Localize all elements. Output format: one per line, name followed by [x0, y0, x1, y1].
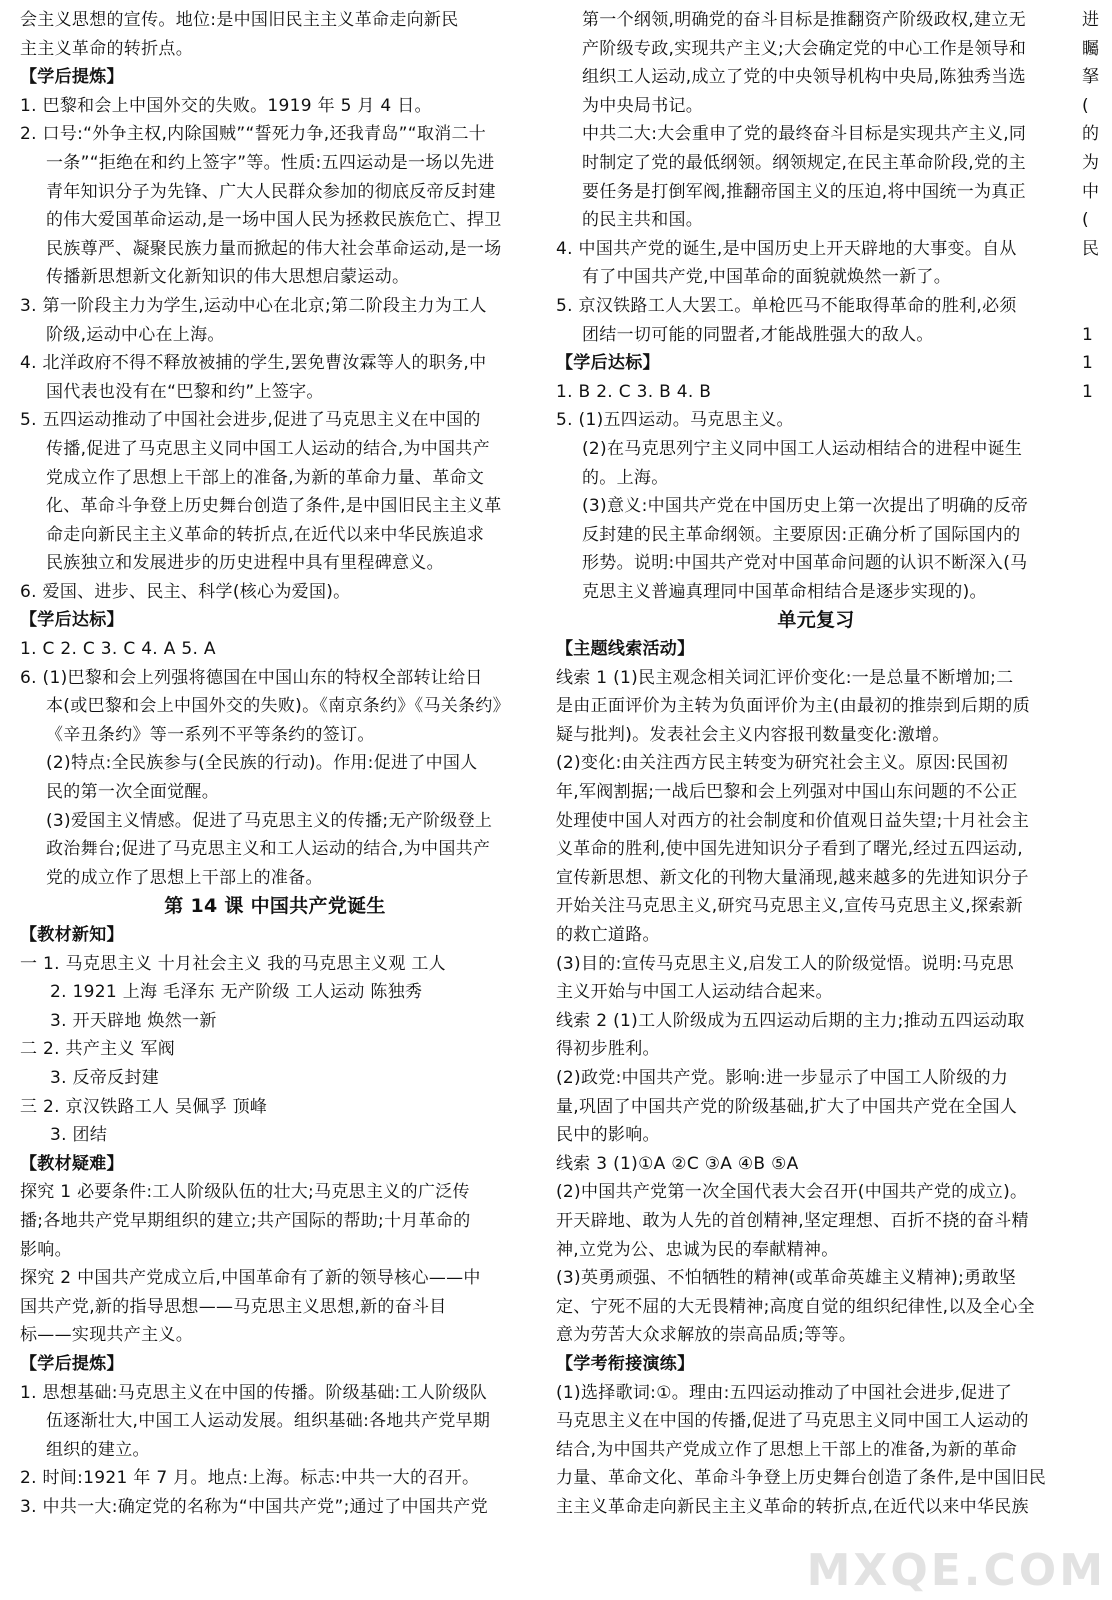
text-line: 产阶级专政,实现共产主义;大会确定党的中心工作是领导和 — [582, 38, 1027, 59]
text-line: 阶级,运动中心在上海。 — [46, 324, 225, 345]
text-line: 义革命的胜利,使中国先进知识分子看到了曙光,经过五四运动, — [556, 839, 1023, 860]
text-line: 2. 1921 上海 毛泽东 无产阶级 工人运动 陈独秀 — [50, 982, 423, 1003]
text-line: 形势。说明:中国共产党对中国革命问题的认识不断深入(马 — [582, 553, 1028, 574]
text-line: 马克思主义在中国的传播,促进了马克思主义同中国工人运动的 — [556, 1411, 1029, 1432]
text-line: 进 — [1082, 10, 1099, 30]
text-line: 量,巩固了中国共产党的阶级基础,扩大了中国共产党在全国人 — [556, 1096, 1018, 1117]
text-line: 命走向新民主主义革命的转折点,在近代以来中华民族追求 — [46, 524, 485, 545]
text-line: 民中的影响。 — [556, 1125, 660, 1146]
text-line: 传播新思想新文化新知识的伟大思想启蒙运动。 — [46, 267, 410, 288]
text-line: 4. 北洋政府不得不释放被捕的学生,罢免曹汝霖等人的职务,中 — [20, 353, 487, 374]
text-line: 4. 中国共产党的诞生,是中国历史上开天辟地的大事变。自从 — [556, 238, 1017, 259]
section-heading: 【学后提炼】 — [20, 1353, 124, 1374]
text-line: (2)特点:全民族参与(全民族的行动)。作用:促进了中国人 — [46, 753, 478, 774]
text-line: 主主义革命走向新民主主义革命的转折点,在近代以来中华民族 — [556, 1496, 1029, 1517]
text-line: (1)选择歌词:①。理由:五四运动推动了中国社会进步,促进了 — [556, 1382, 1013, 1403]
text-line: 播;各地共产党早期组织的建立;共产国际的帮助;十月革命的 — [20, 1210, 471, 1231]
text-line: 化、革命斗争登上历史舞台创造了条件,是中国旧民主主义革 — [46, 496, 502, 517]
text-line: 民族独立和发展进步的历史进程中具有里程碑意义。 — [46, 553, 444, 574]
text-line: (2)变化:由关注西方民主转变为研究社会主义。原因:民国初 — [556, 753, 1009, 774]
section-heading: 【学后提炼】 — [20, 67, 124, 88]
text-line: 民的第一次全面觉醒。 — [46, 782, 219, 803]
text-line: 5. 京汉铁路工人大罢工。单枪匹马不能取得革命的胜利,必须 — [556, 295, 1017, 316]
section-heading: 【学后达标】 — [556, 353, 660, 374]
text-line: 线索 1 (1)民主观念相关词汇评价变化:一是总量不断增加;二 — [556, 667, 1014, 688]
text-line — [1082, 263, 1112, 292]
text-line — [1082, 292, 1112, 321]
text-line: 国共产党,新的指导思想——马克思主义思想,新的奋斗目 — [20, 1296, 447, 1317]
text-line: 三 2. 京汉铁路工人 吴佩孚 顶峰 — [20, 1096, 268, 1117]
section-heading: 【学考衔接演练】 — [556, 1353, 695, 1374]
text-line: 组织工人运动,成立了党的中央领导机构中央局,陈独秀当选 — [582, 67, 1026, 88]
text-line: 主义开始与中国工人运动结合起来。 — [556, 982, 833, 1003]
text-line: 党的成立作了思想上干部上的准备。 — [46, 867, 323, 888]
section-heading: 【主题线索活动】 — [556, 639, 695, 660]
text-line: 处理使中国人对西方的社会制度和价值观日益失望;十月社会主 — [556, 810, 1030, 831]
text-line: 定、宁死不屈的大无畏精神;高度自觉的组织纪律性,以及全心全 — [556, 1296, 1035, 1317]
text-line: 1. C 2. C 3. C 4. A 5. A — [20, 639, 216, 660]
text-line: 3. 开天辟地 焕然一新 — [50, 1010, 217, 1031]
text-line: 二 2. 共产主义 军阀 — [20, 1039, 176, 1060]
text-line: (3)英勇顽强、不怕牺牲的精神(或革命英雄主义精神);勇敢坚 — [556, 1268, 1017, 1289]
text-line: 一 1. 马克思主义 十月社会主义 我的马克思主义观 工人 — [20, 953, 446, 974]
text-line: 伍逐渐壮大,中国工人运动发展。组织基础:各地共产党早期 — [46, 1411, 491, 1432]
section-heading: 【学后达标】 — [20, 610, 124, 631]
text-line: 要任务是打倒军阀,推翻帝国主义的压迫,将中国统一为真正 — [582, 181, 1026, 202]
text-line: 政治舞台;促进了马克思主义和工人运动的结合,为中国共产 — [46, 839, 491, 860]
text-line: 传播,促进了马克思主义同中国工人运动的结合,为中国共产 — [46, 438, 490, 459]
text-line: 组织的建立。 — [46, 1439, 150, 1460]
text-line: 团结一切可能的同盟者,才能战胜强大的敌人。 — [582, 324, 934, 345]
text-line: 探究 2 中国共产党成立后,中国革命有了新的领导核心——中 — [20, 1268, 481, 1289]
text-line: 2. 口号:“外争主权,内除国贼”“誓死力争,还我青岛”“取消二十 — [20, 124, 487, 145]
text-line: 1 — [1082, 353, 1093, 374]
text-line: 6. (1)巴黎和会上列强将德国在中国山东的特权全部转让给日 — [20, 667, 483, 688]
text-line: 中 — [1082, 181, 1099, 202]
text-line: (3)爱国主义情感。促进了马克思主义的传播;无产阶级登上 — [46, 810, 493, 831]
text-line: 1 — [1082, 381, 1093, 402]
text-line: 克思主义普遍真理同中国革命相结合是逐步实现的)。 — [582, 581, 987, 602]
text-line: 力量、革命文化、革命斗争登上历史舞台创造了条件,是中国旧民 — [556, 1468, 1047, 1489]
next-page-edge — [1082, 6, 1112, 406]
text-line: 3. 反帝反封建 — [50, 1067, 160, 1088]
text-line: 民族尊严、凝聚民族力量而掀起的伟大社会革命运动,是一场 — [46, 238, 502, 259]
lesson-title: 第 14 课 中国共产党诞生 — [164, 895, 386, 918]
text-line: 疑与批判)。发表社会主义内容报刊数量变化:激增。 — [556, 724, 950, 745]
text-line: 《辛丑条约》等一系列不平等条约的签订。 — [46, 724, 375, 745]
text-line: 为中央局书记。 — [582, 95, 704, 116]
text-line: 青年知识分子为先锋、广大人民群众参加的彻底反帝反封建 — [46, 181, 496, 202]
text-line: 国代表也没有在“巴黎和约”上签字。 — [46, 381, 324, 402]
text-line: (2)中国共产党第一次全国代表大会召开(中国共产党的成立)。 — [556, 1182, 1028, 1203]
section-heading: 【教材新知】 — [20, 925, 124, 945]
text-line: 的伟大爱国革命运动,是一场中国人民为拯救民族危亡、捍卫 — [46, 210, 502, 231]
text-line: 2. 时间:1921 年 7 月。地点:上海。标志:中共一大的召开。 — [20, 1468, 480, 1489]
text-line: 1. 思想基础:马克思主义在中国的传播。阶级基础:工人阶级队 — [20, 1382, 488, 1403]
text-line: 本(或巴黎和会上中国外交的失败)。《南京条约》《马关条约》 — [46, 696, 510, 717]
text-line: 中共二大:大会重申了党的最终奋斗目标是实现共产主义,同 — [582, 124, 1027, 145]
text-line: 时制定了党的最低纲领。纲领规定,在民主革命阶段,党的主 — [582, 152, 1026, 173]
right-column — [556, 6, 1076, 1521]
text-line: 的民主共和国。 — [582, 210, 704, 231]
text-line: 矚 — [1082, 38, 1099, 59]
text-line: 神,立党为公、忠诚为民的奉献精神。 — [556, 1239, 839, 1260]
text-line: 探究 1 必要条件:工人阶级队伍的壮大;马克思主义的广泛传 — [20, 1182, 470, 1203]
text-line: 得初步胜利。 — [556, 1039, 660, 1060]
text-line: 3. 团结 — [50, 1125, 108, 1146]
watermark: MXQE.COM — [806, 1545, 1106, 1596]
text-line: 开天辟地、敢为人先的首创精神,坚定理想、百折不挠的奋斗精 — [556, 1210, 1029, 1231]
text-line: ( — [1082, 95, 1089, 116]
left-column — [20, 6, 530, 1521]
text-line: 是由正面评价为主转为负面评价为主(由最初的推崇到后期的质 — [556, 696, 1031, 717]
text-line: 反封建的民主革命纲领。主要原因:正确分析了国际国内的 — [582, 524, 1021, 545]
text-line: 5. 五四运动推动了中国社会进步,促进了马克思主义在中国的 — [20, 410, 481, 431]
section-heading: 【教材疑难】 — [20, 1153, 124, 1174]
text-line: 3. 第一阶段主力为学生,运动中心在北京;第二阶段主力为工人 — [20, 295, 487, 316]
text-line: 第一个纲领,明确党的奋斗目标是推翻资产阶级政权,建立无 — [582, 10, 1026, 30]
text-line: 1. 巴黎和会上中国外交的失败。1919 年 5 月 4 日。 — [20, 95, 432, 116]
lesson-title: 单元复习 — [777, 609, 855, 632]
text-line: 主主义革命的转折点。 — [20, 38, 193, 59]
text-line: (2)政党:中国共产党。影响:进一步显示了中国工人阶级的力 — [556, 1067, 1009, 1088]
text-line: 6. 爱国、进步、民主、科学(核心为爱国)。 — [20, 581, 351, 602]
text-line: ( — [1082, 210, 1089, 231]
text-line: 宣传新思想、新文化的刊物大量涌现,越来越多的先进知识分子 — [556, 867, 1029, 888]
text-line: 民 — [1082, 238, 1099, 259]
text-line: 标——实现共产主义。 — [20, 1325, 193, 1346]
text-line: 1. B 2. C 3. B 4. B — [556, 381, 712, 402]
text-line: 1 — [1082, 324, 1093, 345]
text-line: 开始关注马克思主义,研究马克思主义,宣传马克思主义,探索新 — [556, 896, 1023, 917]
text-line: 的 — [1082, 124, 1099, 145]
text-line: 意为劳苦大众求解放的崇高品质;等等。 — [556, 1325, 857, 1346]
text-line: 3. 中共一大:确定党的名称为“中国共产党”;通过了中国共产党 — [20, 1496, 488, 1517]
text-line: 的。上海。 — [582, 467, 669, 488]
text-line: 5. (1)五四运动。马克思主义。 — [556, 410, 794, 431]
text-line: 的救亡道路。 — [556, 925, 660, 945]
text-line: 有了中国共产党,中国革命的面貌就焕然一新了。 — [582, 267, 952, 288]
text-line: (3)意义:中国共产党在中国历史上第一次提出了明确的反帝 — [582, 496, 1029, 517]
text-line: 线索 3 (1)①A ②C ③A ④B ⑤A — [556, 1153, 799, 1174]
text-line: 影响。 — [20, 1239, 72, 1260]
text-line: 为 — [1082, 152, 1099, 173]
text-line: 年,军阀割据;一战后巴黎和会上列强对中国山东问题的不公正 — [556, 782, 1018, 803]
text-line: 拏 — [1082, 67, 1099, 88]
text-line: (2)在马克思列宁主义同中国工人运动相结合的进程中诞生 — [582, 438, 1023, 459]
text-line: (3)目的:宣传马克思主义,启发工人的阶级觉悟。说明:马克思 — [556, 953, 1014, 974]
text-line: 一条”“拒绝在和约上签字”等。性质:五四运动是一场以先进 — [46, 152, 495, 173]
text-line: 线索 2 (1)工人阶级成为五四运动后期的主力;推动五四运动取 — [556, 1010, 1025, 1031]
text-line: 结合,为中国共产党成立作了思想上干部上的准备,为新的革命 — [556, 1439, 1018, 1460]
text-line: 党成立作了思想上干部上的准备,为新的革命力量、革命文 — [46, 467, 485, 488]
text-line: 会主义思想的宣传。地位:是中国旧民主主义革命走向新民 — [20, 10, 459, 30]
